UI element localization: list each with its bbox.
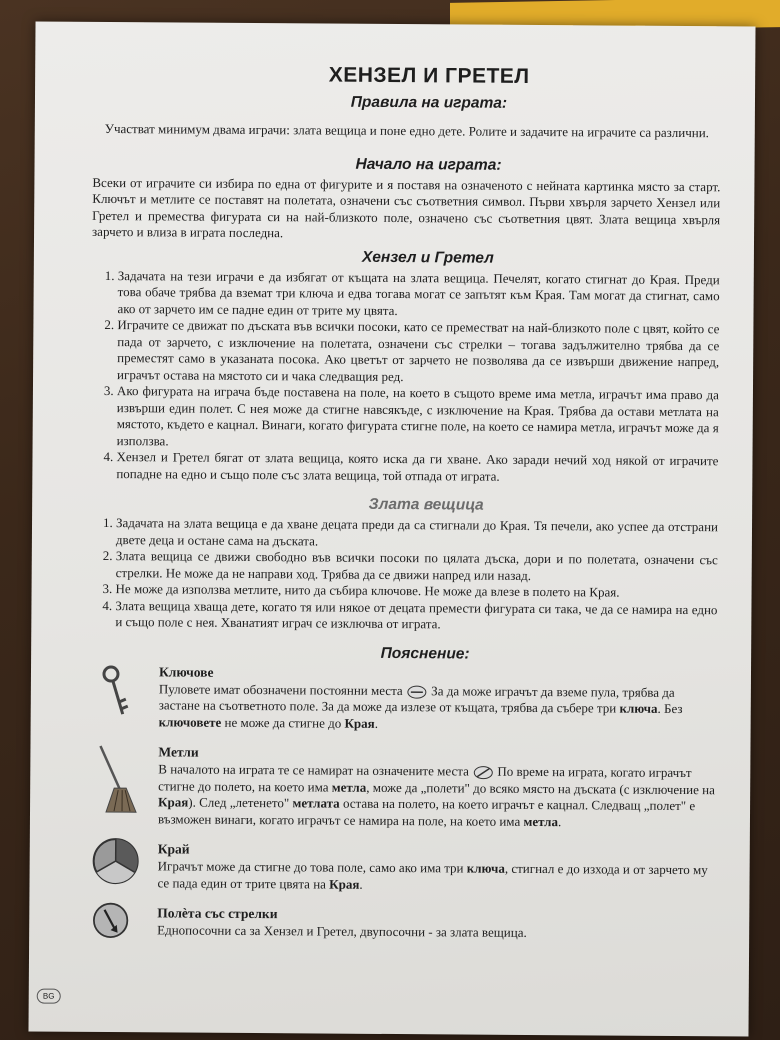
language-badge: BG <box>37 989 61 1004</box>
legend-end-text: Играчът може да стигне до това поле, само ако има три ключа, стигнал е до изхода и от зарчето му се пада един от трите цвята на Края. <box>157 858 708 892</box>
list-item: 1. Задачата на злата вещица е да хване децата преди да са стигнали до Края. Тя печели, ако успее да отстрани двете деца и остане сама на дъската. <box>116 515 718 552</box>
legend-heading: Пояснение: <box>380 644 470 663</box>
key-icon <box>93 663 143 723</box>
legend-arrows-text: Еднопосочни са за Хензел и Гретел, двупосочни - за злата вещица. <box>157 922 527 940</box>
legend-keys <box>93 663 717 734</box>
list-item: 1. Задачата на тези играчи е да избягат от къщата на злата вещица. Печелят, когато стигнат до Края. Преди това обаче трябва да вземат три ключа и едва тогава могат се запътят към Края. Там могат да стигнат, само ако от зарчето им се падне един от трите му цвята. <box>117 268 719 322</box>
list-item: 2. Играчите се движат по дъската във всички посоки, като се преместват на най-близкото поле с цвят, който се пада от зарчето, с изключение на полетата, означени със стрелки – тогава задължително трябва да се преместят само в указаната посока. Ако цветът от зарчето не позволява да се извърши движение напред, играчът остава на мястото си и чака следващия ред. <box>117 317 719 387</box>
start-paragraph: Всеки от играчите си избира по една от фигурите и я поставя на означеното с нейната картинка място за старт. Ключът и метлите се поставят на полетата, означени със съответния символ. Първи хвърля зарчето Хензел или Гретел и премества фигурата си на най-близкото поле, означено със съответния цвят. Злата вещица хвърля зарчето и влиза в играта последна. <box>92 174 721 241</box>
list-item: 4. Злата вещица хваща дете, когато тя или някое от децата премести фигурата си така, че да се намира на едно и също поле с нея. Хванатият играч се изключва от играта. <box>115 598 717 635</box>
list-item: 4. Хензел и Гретел бягат от злата вещица, която иска да ги хване. Ако заради нечий ход някой от играчите попадне на едно и също поле със злата вещица, той отпада от играта. <box>116 449 718 486</box>
hansel-gretel-heading: Хензел и Гретел <box>361 248 494 267</box>
list-item: 3. Ако фигурата на играча бъде поставена на поле, на което в същото време има метла, играчът има право да извърши един полет. С нея може да стигне навсякъде, с изключение на Края. Трябва да остави метлата на мястото, където е кацнал. Винаги, когато фигурата стигне поле, на което се намира метла, играчът може да я използва. <box>117 383 719 453</box>
broom-icon <box>92 744 142 814</box>
legend-arrows <box>91 905 715 943</box>
key-small-icon <box>406 685 428 699</box>
legend-end <box>91 841 715 895</box>
hansel-gretel-rules <box>94 267 719 486</box>
start-heading: Начало на играта: <box>355 155 502 174</box>
end-field-icon <box>91 837 141 887</box>
rules-heading: Правила на играта: <box>350 93 508 112</box>
legend-brooms-text: В началото на играта те се намират на означените места По време на играта, когато играчът стигне до полето, на което има метла, може да „полети" до всяко място на дъската (с изключение на Края). След „летенето" метлата остава на полето, на което играчът е кацнал. Следващ „полет" е възможен винаги, когато играчът се намира на поле, на което има метла. <box>157 761 715 829</box>
legend-brooms <box>92 744 717 831</box>
witch-rules <box>93 515 718 635</box>
list-item: 3. Не може да използва метлите, нито да събира ключове. Не може да влезе в полето на Края. <box>116 581 718 602</box>
intro-paragraph: Участват минимум двама играчи: злата вещица и поне едно дете. Ролите и задачите на играчите са различни. <box>104 120 710 141</box>
witch-heading: Злата вещица <box>368 495 484 514</box>
legend <box>91 663 717 942</box>
list-item: 2. Злата вещица се движи свободно във всички посоки по цялата дъска, дори и по полетата, означени със стрелки. Не може да не направи ход. Трябва да се движи напред или назад. <box>116 548 718 585</box>
legend-keys-title: Ключове <box>158 663 214 680</box>
rules-sheet <box>28 21 755 1036</box>
legend-end-title: Край <box>157 841 190 857</box>
arrow-field-icon <box>91 901 135 945</box>
legend-brooms-title: Метли <box>158 744 199 760</box>
legend-arrows-title: Полѐта със стрелки <box>157 905 278 922</box>
page-title: ХЕНЗЕЛ И ГРЕТЕЛ <box>328 63 530 88</box>
broom-small-icon <box>472 766 494 780</box>
legend-keys-text: Пуловете имат обозначени постоянни места За да може играчът да вземе пула, трябва да застане на съответното поле. За да може да излезе от къщата, трябва да събере три ключа. Без ключовете не може да стигне до Края. <box>158 680 683 731</box>
